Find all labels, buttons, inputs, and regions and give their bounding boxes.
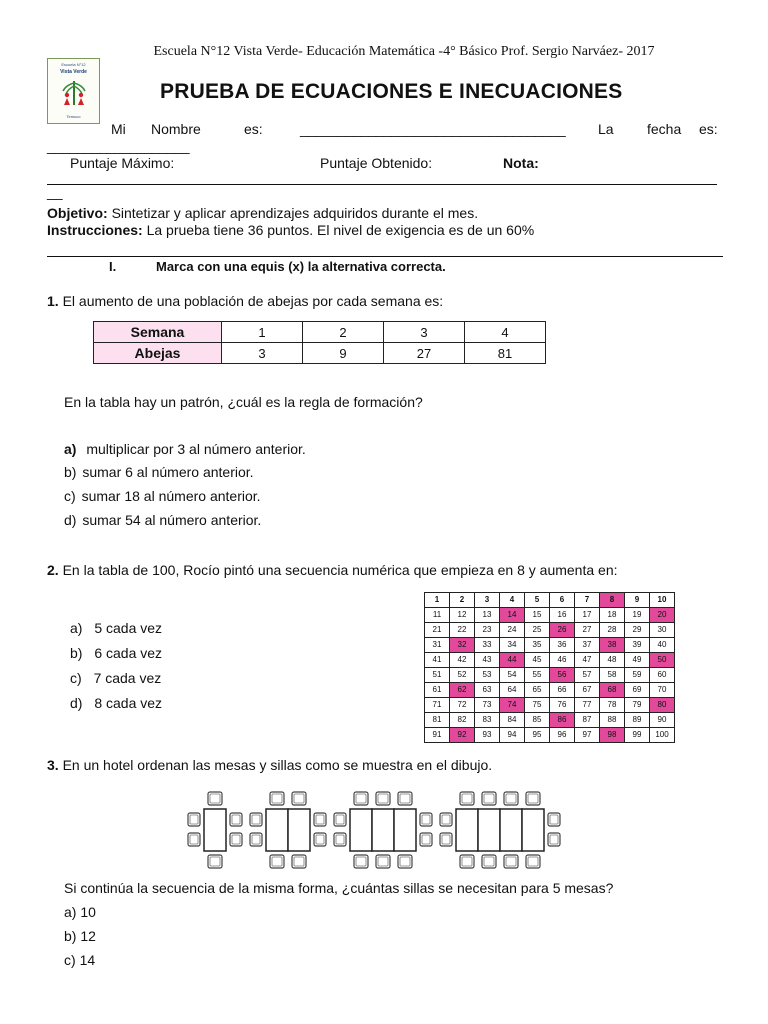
logo-city: Temuco [66,114,81,119]
q3-option-a[interactable] [64,904,96,920]
bee-cell: 3 [384,322,465,343]
hundred-cell-highlighted: 80 [650,698,675,713]
hundred-cell: 23 [475,623,500,638]
option-letter: b) [70,645,83,661]
option-text: 10 [80,904,96,920]
q1-option-d[interactable] [64,512,261,528]
hundred-cell: 4 [500,593,525,608]
chair-icon [504,792,518,805]
hundred-cell: 91 [425,728,450,743]
hundred-cell-highlighted: 86 [550,713,575,728]
chair-icon [334,833,346,846]
q3-option-c[interactable] [64,952,95,968]
hundred-cell: 24 [500,623,525,638]
bee-cell: 3 [222,343,303,364]
label-mi: Mi [111,121,126,137]
hundred-cell: 51 [425,668,450,683]
hundred-cell: 85 [525,713,550,728]
option-text: sumar 54 al número anterior. [82,512,262,528]
hundred-cell: 55 [525,668,550,683]
hundred-cell: 15 [525,608,550,623]
hundred-cell: 64 [500,683,525,698]
chair-icon [440,813,452,826]
chair-icon [230,813,242,826]
hundred-cell: 1 [425,593,450,608]
q2-option-c[interactable] [70,670,161,686]
option-text: 14 [79,952,96,968]
q1-option-c[interactable] [64,488,261,504]
bee-row-abejas [94,343,546,364]
table-icon [372,809,394,851]
hundred-cell-highlighted: 26 [550,623,575,638]
hundred-cell: 31 [425,638,450,653]
hundred-cell-highlighted: 74 [500,698,525,713]
table-group [188,792,242,868]
chair-icon [250,833,262,846]
hundred-cell: 100 [650,728,675,743]
chair-icon [314,833,326,846]
chair-icon [354,792,368,805]
hundred-cell: 66 [550,683,575,698]
hundred-cell: 33 [475,638,500,653]
hundred-cell: 82 [450,713,475,728]
hundred-row [425,698,675,713]
option-letter: a) [64,441,77,457]
hundred-cell: 72 [450,698,475,713]
label-puntaje-maximo: Puntaje Máximo: [70,155,175,171]
hundred-cell: 37 [575,638,600,653]
table-icon [500,809,522,851]
table-icon [266,809,288,851]
hundred-cell: 45 [525,653,550,668]
hundred-cell: 39 [625,638,650,653]
chair-icon [270,792,284,805]
hundred-cell-highlighted: 8 [600,593,625,608]
hundred-cell: 57 [575,668,600,683]
hundred-cell: 22 [450,623,475,638]
hundred-row [425,608,675,623]
chair-icon [376,792,390,805]
option-text: sumar 6 al número anterior. [82,464,254,480]
hundred-cell: 41 [425,653,450,668]
bee-cell: 27 [384,343,465,364]
label-fecha: fecha [647,121,682,137]
label-es: es: [244,121,263,137]
hundred-cell: 76 [550,698,575,713]
chair-icon [440,833,452,846]
option-text: sumar 18 al número anterior. [81,488,261,504]
hundred-cell: 75 [525,698,550,713]
hundred-row [425,593,675,608]
hundred-cell: 61 [425,683,450,698]
hundred-cell: 35 [525,638,550,653]
hundred-cell: 99 [625,728,650,743]
children-emblem-icon [58,77,90,109]
hundred-row [425,713,675,728]
school-logo [47,58,100,124]
hundred-cell-highlighted: 20 [650,608,675,623]
hundred-cell: 59 [625,668,650,683]
option-letter: d) [70,695,83,711]
chair-icon [270,855,284,868]
hundred-cell: 73 [475,698,500,713]
hundred-cell: 83 [475,713,500,728]
hundred-cell: 97 [575,728,600,743]
q2-option-b[interactable] [70,645,162,661]
hundred-cell: 96 [550,728,575,743]
hundred-cell: 6 [550,593,575,608]
hundred-cell: 7 [575,593,600,608]
hundred-cell: 42 [450,653,475,668]
hundred-cell: 58 [600,668,625,683]
hundred-cell: 46 [550,653,575,668]
section-instruction: Marca con una equis (x) la alternativa correcta. [156,259,446,274]
page-title: PRUEBA DE ECUACIONES E INECUACIONES [160,80,623,103]
table-icon [204,809,226,851]
objetivo-label: Objetivo: [47,205,108,221]
q1-number: 1. [47,293,59,309]
q1-option-a[interactable] [64,441,306,457]
bee-cell: 9 [303,343,384,364]
hundred-cell: 63 [475,683,500,698]
chair-icon [188,833,200,846]
hundred-cell-highlighted: 62 [450,683,475,698]
chair-icon [548,833,560,846]
hundred-cell: 95 [525,728,550,743]
table-icon [350,809,372,851]
hundred-cell: 11 [425,608,450,623]
hundred-cell: 3 [475,593,500,608]
hundred-cell: 77 [575,698,600,713]
q1-prompt [47,293,443,309]
hundred-row [425,728,675,743]
label-nota: Nota: [503,155,539,171]
option-letter: c) [64,488,76,504]
hundred-cell: 19 [625,608,650,623]
table-group [250,792,326,868]
hundred-cell: 27 [575,623,600,638]
logo-school-number: Escuela N°12 [61,62,86,67]
hundred-cell: 21 [425,623,450,638]
hundred-cell: 84 [500,713,525,728]
option-letter: a) [70,620,83,636]
bee-row-semana [94,322,546,343]
chair-icon [314,813,326,826]
hundred-cell: 69 [625,683,650,698]
chair-icon [208,855,222,868]
bee-row-label-semana: Semana [94,322,222,343]
chair-icon [334,813,346,826]
hundred-row [425,623,675,638]
date-blank[interactable]: ___________________ [47,138,190,154]
hundred-cell: 65 [525,683,550,698]
hundred-cell: 25 [525,623,550,638]
chair-icon [482,855,496,868]
hundred-cell: 5 [525,593,550,608]
hundred-cell: 43 [475,653,500,668]
logo-school-name: Vista Verde [60,69,87,75]
q2-prompt [47,562,618,578]
hundred-cell: 90 [650,713,675,728]
score-line-trail: __ [47,184,63,200]
objetivo-line [47,205,478,221]
hundred-row [425,653,675,668]
bee-cell: 2 [303,322,384,343]
chair-icon [526,792,540,805]
hundred-row [425,638,675,653]
instrucciones-label: Instrucciones: [47,222,143,238]
score-line [47,184,717,185]
q2-number: 2. [47,562,59,578]
q3-number: 3. [47,757,59,773]
instrucciones-line [47,222,534,238]
hundred-cell: 53 [475,668,500,683]
hundred-cell: 48 [600,653,625,668]
hundred-cell: 2 [450,593,475,608]
section-divider [47,256,723,257]
label-es-2: es: [699,121,718,137]
q3-question: Si continúa la secuencia de la misma forma, ¿cuántas sillas se necesitan para 5 mesas? [64,880,614,896]
label-puntaje-obtenido: Puntaje Obtenido: [320,155,433,171]
hundred-cell: 81 [425,713,450,728]
hundred-cell-highlighted: 38 [600,638,625,653]
hundred-cell-highlighted: 98 [600,728,625,743]
hundred-cell: 13 [475,608,500,623]
table-icon [478,809,500,851]
hundred-row [425,668,675,683]
hundred-cell: 30 [650,623,675,638]
table-icon [522,809,544,851]
option-letter: b) [64,928,77,944]
hundred-cell-highlighted: 56 [550,668,575,683]
instrucciones-text: La prueba tiene 36 puntos. El nivel de exigencia es de un 60% [146,222,535,238]
hundred-cell-highlighted: 50 [650,653,675,668]
option-letter: c) [64,952,76,968]
chair-icon [376,855,390,868]
name-blank[interactable]: ___________________________________ [300,121,566,137]
hundred-cell: 17 [575,608,600,623]
option-text: 6 cada vez [94,645,163,661]
chair-icon [398,855,412,868]
hundred-cell: 94 [500,728,525,743]
bee-table [93,321,546,364]
chair-icon [460,792,474,805]
chair-icon [420,833,432,846]
q1-text: El aumento de una población de abejas por cada semana es: [62,293,444,309]
hundred-cell: 60 [650,668,675,683]
hundred-cell: 54 [500,668,525,683]
hundred-cell: 29 [625,623,650,638]
hundred-table [424,592,675,743]
tables-figure [180,790,590,870]
q3-prompt [47,757,492,773]
q1-question: En la tabla hay un patrón, ¿cuál es la regla de formación? [64,394,423,410]
chair-icon [354,855,368,868]
chair-icon [398,792,412,805]
q2-option-a[interactable] [70,620,162,636]
hundred-cell-highlighted: 14 [500,608,525,623]
hundred-cell: 87 [575,713,600,728]
hundred-cell: 79 [625,698,650,713]
q3-option-b[interactable] [64,928,96,944]
hundred-cell: 70 [650,683,675,698]
bee-cell: 4 [465,322,546,343]
hundred-cell-highlighted: 68 [600,683,625,698]
chair-icon [504,855,518,868]
label-nombre: Nombre [151,121,201,137]
hundred-cell: 78 [600,698,625,713]
hundred-cell-highlighted: 92 [450,728,475,743]
hundred-cell: 49 [625,653,650,668]
hundred-cell-highlighted: 44 [500,653,525,668]
hundred-cell: 71 [425,698,450,713]
hundred-cell: 12 [450,608,475,623]
hundred-cell: 10 [650,593,675,608]
chair-icon [188,813,200,826]
option-letter: b) [64,464,77,480]
table-group [440,792,560,868]
chair-icon [482,792,496,805]
table-icon [394,809,416,851]
q2-option-d[interactable] [70,695,162,711]
option-text: 5 cada vez [94,620,163,636]
q1-option-b[interactable] [64,464,254,480]
hundred-cell: 18 [600,608,625,623]
hundred-cell: 28 [600,623,625,638]
chair-icon [548,813,560,826]
chair-icon [460,855,474,868]
hundred-cell: 9 [625,593,650,608]
objetivo-text: Sintetizar y aplicar aprendizajes adquiridos durante el mes. [111,205,479,221]
bee-cell: 1 [222,322,303,343]
hundred-cell-highlighted: 32 [450,638,475,653]
section-number: I. [109,259,117,274]
hundred-cell: 88 [600,713,625,728]
chair-icon [292,792,306,805]
bee-cell: 81 [465,343,546,364]
chair-icon [420,813,432,826]
chair-icon [250,813,262,826]
option-letter: a) [64,904,77,920]
chair-icon [292,855,306,868]
hundred-cell: 67 [575,683,600,698]
hundred-cell: 36 [550,638,575,653]
hundred-cell: 16 [550,608,575,623]
hundred-cell: 40 [650,638,675,653]
q2-text: En la tabla de 100, Rocío pintó una secuencia numérica que empieza en 8 y aumenta en: [62,562,618,578]
hundred-cell: 34 [500,638,525,653]
hundred-cell: 52 [450,668,475,683]
option-text: 8 cada vez [94,695,163,711]
table-group [334,792,432,868]
option-text: multiplicar por 3 al número anterior. [86,441,306,457]
label-la: La [598,121,614,137]
bee-row-label-abejas: Abejas [94,343,222,364]
table-icon [288,809,310,851]
option-text: 7 cada vez [93,670,162,686]
table-icon [456,809,478,851]
option-text: 12 [80,928,96,944]
hundred-cell: 89 [625,713,650,728]
hundred-row [425,683,675,698]
hundred-cell: 47 [575,653,600,668]
chair-icon [526,855,540,868]
option-letter: c) [70,670,82,686]
chair-icon [230,833,242,846]
school-header: Escuela N°12 Vista Verde- Educación Matemática -4° Básico Prof. Sergio Narváez- 2017 [153,44,655,59]
hundred-cell: 93 [475,728,500,743]
q3-text: En un hotel ordenan las mesas y sillas como se muestra en el dibujo. [62,757,493,773]
chair-icon [208,792,222,805]
option-letter: d) [64,512,77,528]
